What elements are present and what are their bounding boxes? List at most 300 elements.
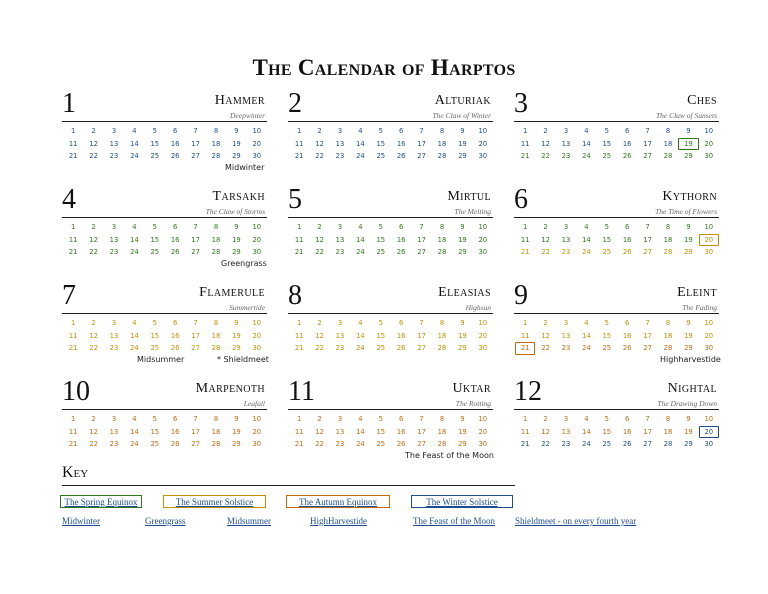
month-name: Eleasias — [438, 285, 491, 300]
day-5: 5 — [152, 223, 157, 232]
day-23: 23 — [561, 152, 571, 161]
day-13: 13 — [561, 427, 571, 436]
day-30: 30 — [704, 152, 714, 161]
month-divider — [62, 409, 267, 410]
day-26: 26 — [396, 440, 406, 449]
month-6 — [514, 184, 719, 276]
day-30: 30 — [252, 440, 262, 449]
day-22: 22 — [315, 440, 324, 449]
day-6: 6 — [173, 319, 178, 328]
day-5: 5 — [604, 223, 609, 232]
month-2 — [288, 88, 493, 180]
key-link-highharvestide[interactable]: HighHarvestide — [310, 516, 367, 526]
day-22: 22 — [541, 440, 550, 449]
day-19: 19 — [684, 427, 693, 436]
day-16: 16 — [622, 331, 632, 340]
day-9: 9 — [460, 319, 465, 328]
day-17: 17 — [643, 139, 652, 148]
day-29: 29 — [684, 152, 693, 161]
day-22: 22 — [315, 248, 324, 257]
day-6: 6 — [173, 127, 178, 136]
day-28: 28 — [437, 152, 447, 161]
day-grid — [515, 317, 719, 355]
day-14: 14 — [130, 139, 139, 148]
day-14: 14 — [356, 139, 365, 148]
day-18: 18 — [663, 331, 673, 340]
day-1: 1 — [523, 319, 528, 328]
month-subtitle: The Drawing Down — [657, 399, 717, 408]
day-18: 18 — [211, 331, 221, 340]
day-2: 2 — [317, 415, 322, 424]
day-12: 12 — [89, 427, 98, 436]
day-19: 19 — [458, 235, 467, 244]
day-20: 20 — [704, 139, 714, 148]
day-27: 27 — [417, 152, 426, 161]
day-24: 24 — [582, 344, 591, 353]
day-2: 2 — [317, 223, 322, 232]
day-22: 22 — [541, 152, 550, 161]
day-2: 2 — [543, 127, 548, 136]
key-link-feast-of-the-moon[interactable]: The Feast of the Moon — [413, 516, 495, 526]
key-divider — [62, 485, 515, 486]
day-1: 1 — [297, 319, 302, 328]
day-28: 28 — [211, 248, 221, 257]
day-13: 13 — [335, 139, 345, 148]
day-13: 13 — [561, 139, 571, 148]
day-4: 4 — [358, 223, 363, 232]
day-13: 13 — [109, 427, 119, 436]
day-19: 19 — [458, 427, 467, 436]
day-4: 4 — [584, 415, 589, 424]
day-19: 19 — [678, 138, 698, 151]
key-winter-solstice[interactable]: The Winter Solstice — [411, 495, 513, 508]
month-divider — [514, 409, 719, 410]
day-3: 3 — [563, 319, 569, 328]
day-10: 10 — [252, 223, 262, 232]
day-30: 30 — [252, 152, 262, 161]
day-7: 7 — [645, 415, 650, 424]
page-title: The Calendar of Harptos — [252, 55, 516, 80]
day-25: 25 — [602, 248, 612, 257]
day-3: 3 — [563, 223, 569, 232]
day-11: 11 — [520, 427, 530, 436]
day-13: 13 — [109, 331, 119, 340]
day-5: 5 — [604, 127, 609, 136]
day-26: 26 — [622, 248, 632, 257]
day-2: 2 — [91, 319, 96, 328]
month-divider — [62, 121, 267, 122]
month-number: 4 — [62, 184, 76, 215]
month-number: 12 — [514, 376, 542, 407]
day-grid — [63, 221, 267, 259]
month-subtitle: Summertide — [229, 303, 265, 312]
day-23: 23 — [109, 152, 119, 161]
day-30: 30 — [478, 152, 488, 161]
day-grid — [289, 221, 493, 259]
day-grid — [515, 413, 719, 451]
day-17: 17 — [643, 427, 652, 436]
month-number: 6 — [514, 184, 528, 215]
day-23: 23 — [109, 344, 119, 353]
day-24: 24 — [356, 248, 365, 257]
day-20: 20 — [478, 331, 488, 340]
day-10: 10 — [704, 415, 714, 424]
day-12: 12 — [541, 331, 550, 340]
day-15: 15 — [376, 235, 386, 244]
day-25: 25 — [376, 344, 386, 353]
day-13: 13 — [335, 331, 345, 340]
month-subtitle: The Rotting — [455, 399, 491, 408]
month-number: 10 — [62, 376, 90, 407]
month-name: Alturiak — [434, 93, 491, 108]
month-name: Eleint — [677, 285, 717, 300]
day-13: 13 — [561, 331, 571, 340]
day-9: 9 — [234, 127, 239, 136]
day-29: 29 — [458, 344, 467, 353]
day-5: 5 — [378, 415, 383, 424]
month-name: Kythorn — [662, 189, 717, 204]
day-18: 18 — [211, 139, 221, 148]
day-23: 23 — [335, 152, 345, 161]
day-7: 7 — [193, 127, 198, 136]
day-18: 18 — [437, 331, 447, 340]
day-25: 25 — [150, 248, 160, 257]
day-16: 16 — [170, 331, 180, 340]
day-4: 4 — [132, 127, 137, 136]
month-name: Nightal — [667, 381, 717, 396]
day-23: 23 — [109, 248, 119, 257]
day-30: 30 — [478, 440, 488, 449]
day-6: 6 — [399, 127, 404, 136]
day-8: 8 — [213, 223, 219, 232]
day-20: 20 — [478, 235, 488, 244]
day-29: 29 — [458, 248, 467, 257]
day-17: 17 — [417, 331, 426, 340]
day-28: 28 — [663, 344, 673, 353]
day-25: 25 — [150, 440, 160, 449]
day-18: 18 — [437, 139, 447, 148]
day-15: 15 — [376, 139, 386, 148]
month-divider — [514, 313, 719, 314]
day-28: 28 — [437, 344, 447, 353]
key-link-midwinter[interactable]: Midwinter — [62, 516, 100, 526]
day-16: 16 — [170, 427, 180, 436]
month-subtitle: The Time of Flowers — [655, 207, 717, 216]
day-27: 27 — [191, 344, 200, 353]
day-7: 7 — [193, 223, 198, 232]
month-8 — [288, 280, 493, 372]
day-27: 27 — [417, 440, 426, 449]
day-10: 10 — [478, 415, 488, 424]
day-22: 22 — [315, 152, 324, 161]
month-number: 7 — [62, 280, 76, 311]
day-18: 18 — [211, 235, 221, 244]
day-17: 17 — [191, 427, 200, 436]
day-5: 5 — [152, 319, 157, 328]
day-25: 25 — [602, 440, 612, 449]
day-12: 12 — [541, 139, 550, 148]
month-subtitle: The Fading — [682, 303, 717, 312]
day-4: 4 — [358, 415, 363, 424]
day-7: 7 — [419, 127, 424, 136]
day-grid — [289, 125, 493, 163]
day-1: 1 — [523, 415, 528, 424]
day-grid — [289, 317, 493, 355]
key-link-midsummer[interactable]: Midsummer — [227, 516, 271, 526]
day-6: 6 — [399, 319, 404, 328]
day-11: 11 — [68, 427, 78, 436]
day-24: 24 — [356, 344, 365, 353]
day-23: 23 — [561, 344, 571, 353]
day-23: 23 — [561, 440, 571, 449]
day-24: 24 — [130, 344, 139, 353]
day-6: 6 — [625, 319, 630, 328]
day-28: 28 — [663, 152, 673, 161]
festival-highharvestide: Highharvestide — [660, 355, 721, 364]
day-9: 9 — [686, 415, 691, 424]
day-7: 7 — [193, 415, 198, 424]
day-17: 17 — [191, 331, 200, 340]
day-14: 14 — [356, 331, 365, 340]
day-11: 11 — [294, 427, 304, 436]
day-11: 11 — [294, 235, 304, 244]
day-3: 3 — [111, 319, 117, 328]
day-19: 19 — [458, 331, 467, 340]
day-2: 2 — [543, 415, 548, 424]
day-grid — [63, 317, 267, 355]
day-27: 27 — [191, 152, 200, 161]
day-8: 8 — [213, 127, 219, 136]
day-12: 12 — [315, 139, 324, 148]
day-4: 4 — [358, 319, 363, 328]
month-name: Tarsakh — [212, 189, 265, 204]
day-14: 14 — [582, 331, 591, 340]
day-10: 10 — [478, 127, 488, 136]
day-22: 22 — [89, 152, 98, 161]
month-5 — [288, 184, 493, 276]
day-19: 19 — [232, 427, 241, 436]
day-1: 1 — [71, 223, 76, 232]
day-8: 8 — [213, 319, 219, 328]
day-24: 24 — [356, 152, 365, 161]
day-16: 16 — [622, 235, 632, 244]
day-30: 30 — [478, 248, 488, 257]
day-13: 13 — [109, 235, 119, 244]
day-13: 13 — [109, 139, 119, 148]
month-divider — [288, 217, 493, 218]
key-link-shieldmeet[interactable]: Shieldmeet - on every fourth year — [515, 516, 637, 526]
festival-midsummer: Midsummer — [137, 355, 185, 364]
day-8: 8 — [665, 223, 671, 232]
day-20: 20 — [252, 139, 262, 148]
day-2: 2 — [543, 319, 548, 328]
day-5: 5 — [604, 319, 609, 328]
day-4: 4 — [584, 127, 589, 136]
day-3: 3 — [337, 415, 343, 424]
day-1: 1 — [71, 319, 76, 328]
month-name: Ches — [687, 93, 717, 108]
day-7: 7 — [419, 319, 424, 328]
festival-midwinter: Midwinter — [225, 163, 265, 172]
day-14: 14 — [582, 427, 591, 436]
day-9: 9 — [686, 127, 691, 136]
day-27: 27 — [417, 344, 426, 353]
day-29: 29 — [458, 152, 467, 161]
day-16: 16 — [396, 427, 406, 436]
day-21: 21 — [68, 440, 78, 449]
month-number: 8 — [288, 280, 302, 311]
month-3 — [514, 88, 719, 180]
day-16: 16 — [396, 235, 406, 244]
day-23: 23 — [335, 344, 345, 353]
day-15: 15 — [150, 427, 160, 436]
day-3: 3 — [337, 319, 343, 328]
day-10: 10 — [252, 319, 262, 328]
day-11: 11 — [520, 235, 530, 244]
day-26: 26 — [622, 152, 632, 161]
day-1: 1 — [71, 127, 76, 136]
day-17: 17 — [191, 139, 200, 148]
day-22: 22 — [541, 248, 550, 257]
day-16: 16 — [396, 331, 406, 340]
day-24: 24 — [582, 248, 591, 257]
day-29: 29 — [684, 440, 693, 449]
day-16: 16 — [170, 235, 180, 244]
day-5: 5 — [152, 127, 157, 136]
day-13: 13 — [335, 235, 345, 244]
month-number: 2 — [288, 88, 302, 119]
day-21: 21 — [294, 248, 304, 257]
day-grid — [515, 221, 719, 259]
day-8: 8 — [665, 319, 671, 328]
month-name: Uktar — [452, 381, 491, 396]
day-5: 5 — [604, 415, 609, 424]
day-14: 14 — [130, 331, 139, 340]
day-27: 27 — [643, 152, 652, 161]
day-1: 1 — [297, 223, 302, 232]
day-17: 17 — [417, 427, 426, 436]
day-8: 8 — [439, 223, 445, 232]
day-6: 6 — [173, 223, 178, 232]
key-summer-solstice[interactable]: The Summer Solstice — [163, 495, 266, 508]
day-9: 9 — [460, 127, 465, 136]
key-autumn-equinox[interactable]: The Autumn Equinox — [286, 495, 390, 508]
day-20: 20 — [252, 235, 262, 244]
day-grid — [515, 125, 719, 163]
day-14: 14 — [130, 235, 139, 244]
day-19: 19 — [232, 235, 241, 244]
day-9: 9 — [686, 319, 691, 328]
day-9: 9 — [234, 415, 239, 424]
day-6: 6 — [625, 415, 630, 424]
day-4: 4 — [358, 127, 363, 136]
day-2: 2 — [317, 319, 322, 328]
day-21: 21 — [520, 152, 530, 161]
day-12: 12 — [315, 235, 324, 244]
day-28: 28 — [211, 152, 221, 161]
day-4: 4 — [584, 223, 589, 232]
day-7: 7 — [645, 223, 650, 232]
day-23: 23 — [335, 248, 345, 257]
key-link-greengrass[interactable]: Greengrass — [145, 516, 186, 526]
month-subtitle: Leafall — [243, 399, 265, 408]
day-19: 19 — [684, 331, 693, 340]
day-20: 20 — [478, 427, 488, 436]
day-24: 24 — [130, 152, 139, 161]
day-26: 26 — [622, 440, 632, 449]
day-12: 12 — [541, 235, 550, 244]
day-21: 21 — [294, 440, 304, 449]
day-20: 20 — [704, 331, 714, 340]
day-6: 6 — [625, 223, 630, 232]
month-divider — [288, 409, 493, 410]
day-9: 9 — [234, 223, 239, 232]
day-3: 3 — [111, 127, 117, 136]
day-16: 16 — [622, 427, 632, 436]
day-15: 15 — [150, 139, 160, 148]
day-6: 6 — [399, 415, 404, 424]
day-26: 26 — [170, 152, 180, 161]
day-25: 25 — [376, 248, 386, 257]
month-number: 3 — [514, 88, 528, 119]
day-26: 26 — [396, 248, 406, 257]
month-divider — [62, 217, 267, 218]
day-28: 28 — [211, 344, 221, 353]
day-20: 20 — [699, 234, 719, 247]
day-8: 8 — [213, 415, 219, 424]
key-spring-equinox[interactable]: The Spring Equinox — [60, 495, 142, 508]
day-11: 11 — [294, 139, 304, 148]
day-21: 21 — [68, 248, 78, 257]
day-2: 2 — [91, 415, 96, 424]
day-15: 15 — [376, 427, 386, 436]
day-25: 25 — [376, 440, 386, 449]
day-11: 11 — [520, 139, 530, 148]
day-13: 13 — [335, 427, 345, 436]
day-23: 23 — [109, 440, 119, 449]
month-number: 9 — [514, 280, 528, 311]
day-29: 29 — [458, 440, 467, 449]
festival-shieldmeet: * Shieldmeet — [217, 355, 269, 364]
day-17: 17 — [643, 235, 652, 244]
day-26: 26 — [622, 344, 632, 353]
day-2: 2 — [91, 127, 96, 136]
festival-greengrass: Greengrass — [221, 259, 267, 268]
day-16: 16 — [170, 139, 180, 148]
day-27: 27 — [643, 344, 652, 353]
day-25: 25 — [602, 344, 612, 353]
month-number: 1 — [62, 88, 76, 119]
day-9: 9 — [234, 319, 239, 328]
day-3: 3 — [563, 415, 569, 424]
day-grid — [289, 413, 493, 451]
key-title: Key — [62, 464, 89, 481]
day-5: 5 — [378, 127, 383, 136]
month-subtitle: Deepwinter — [230, 111, 265, 120]
day-20: 20 — [252, 331, 262, 340]
day-29: 29 — [232, 152, 241, 161]
day-12: 12 — [315, 427, 324, 436]
day-15: 15 — [376, 331, 386, 340]
month-divider — [288, 121, 493, 122]
day-24: 24 — [130, 248, 139, 257]
day-28: 28 — [437, 248, 447, 257]
month-divider — [514, 121, 719, 122]
month-number: 11 — [288, 376, 315, 407]
day-7: 7 — [645, 127, 650, 136]
day-5: 5 — [152, 415, 157, 424]
day-6: 6 — [625, 127, 630, 136]
